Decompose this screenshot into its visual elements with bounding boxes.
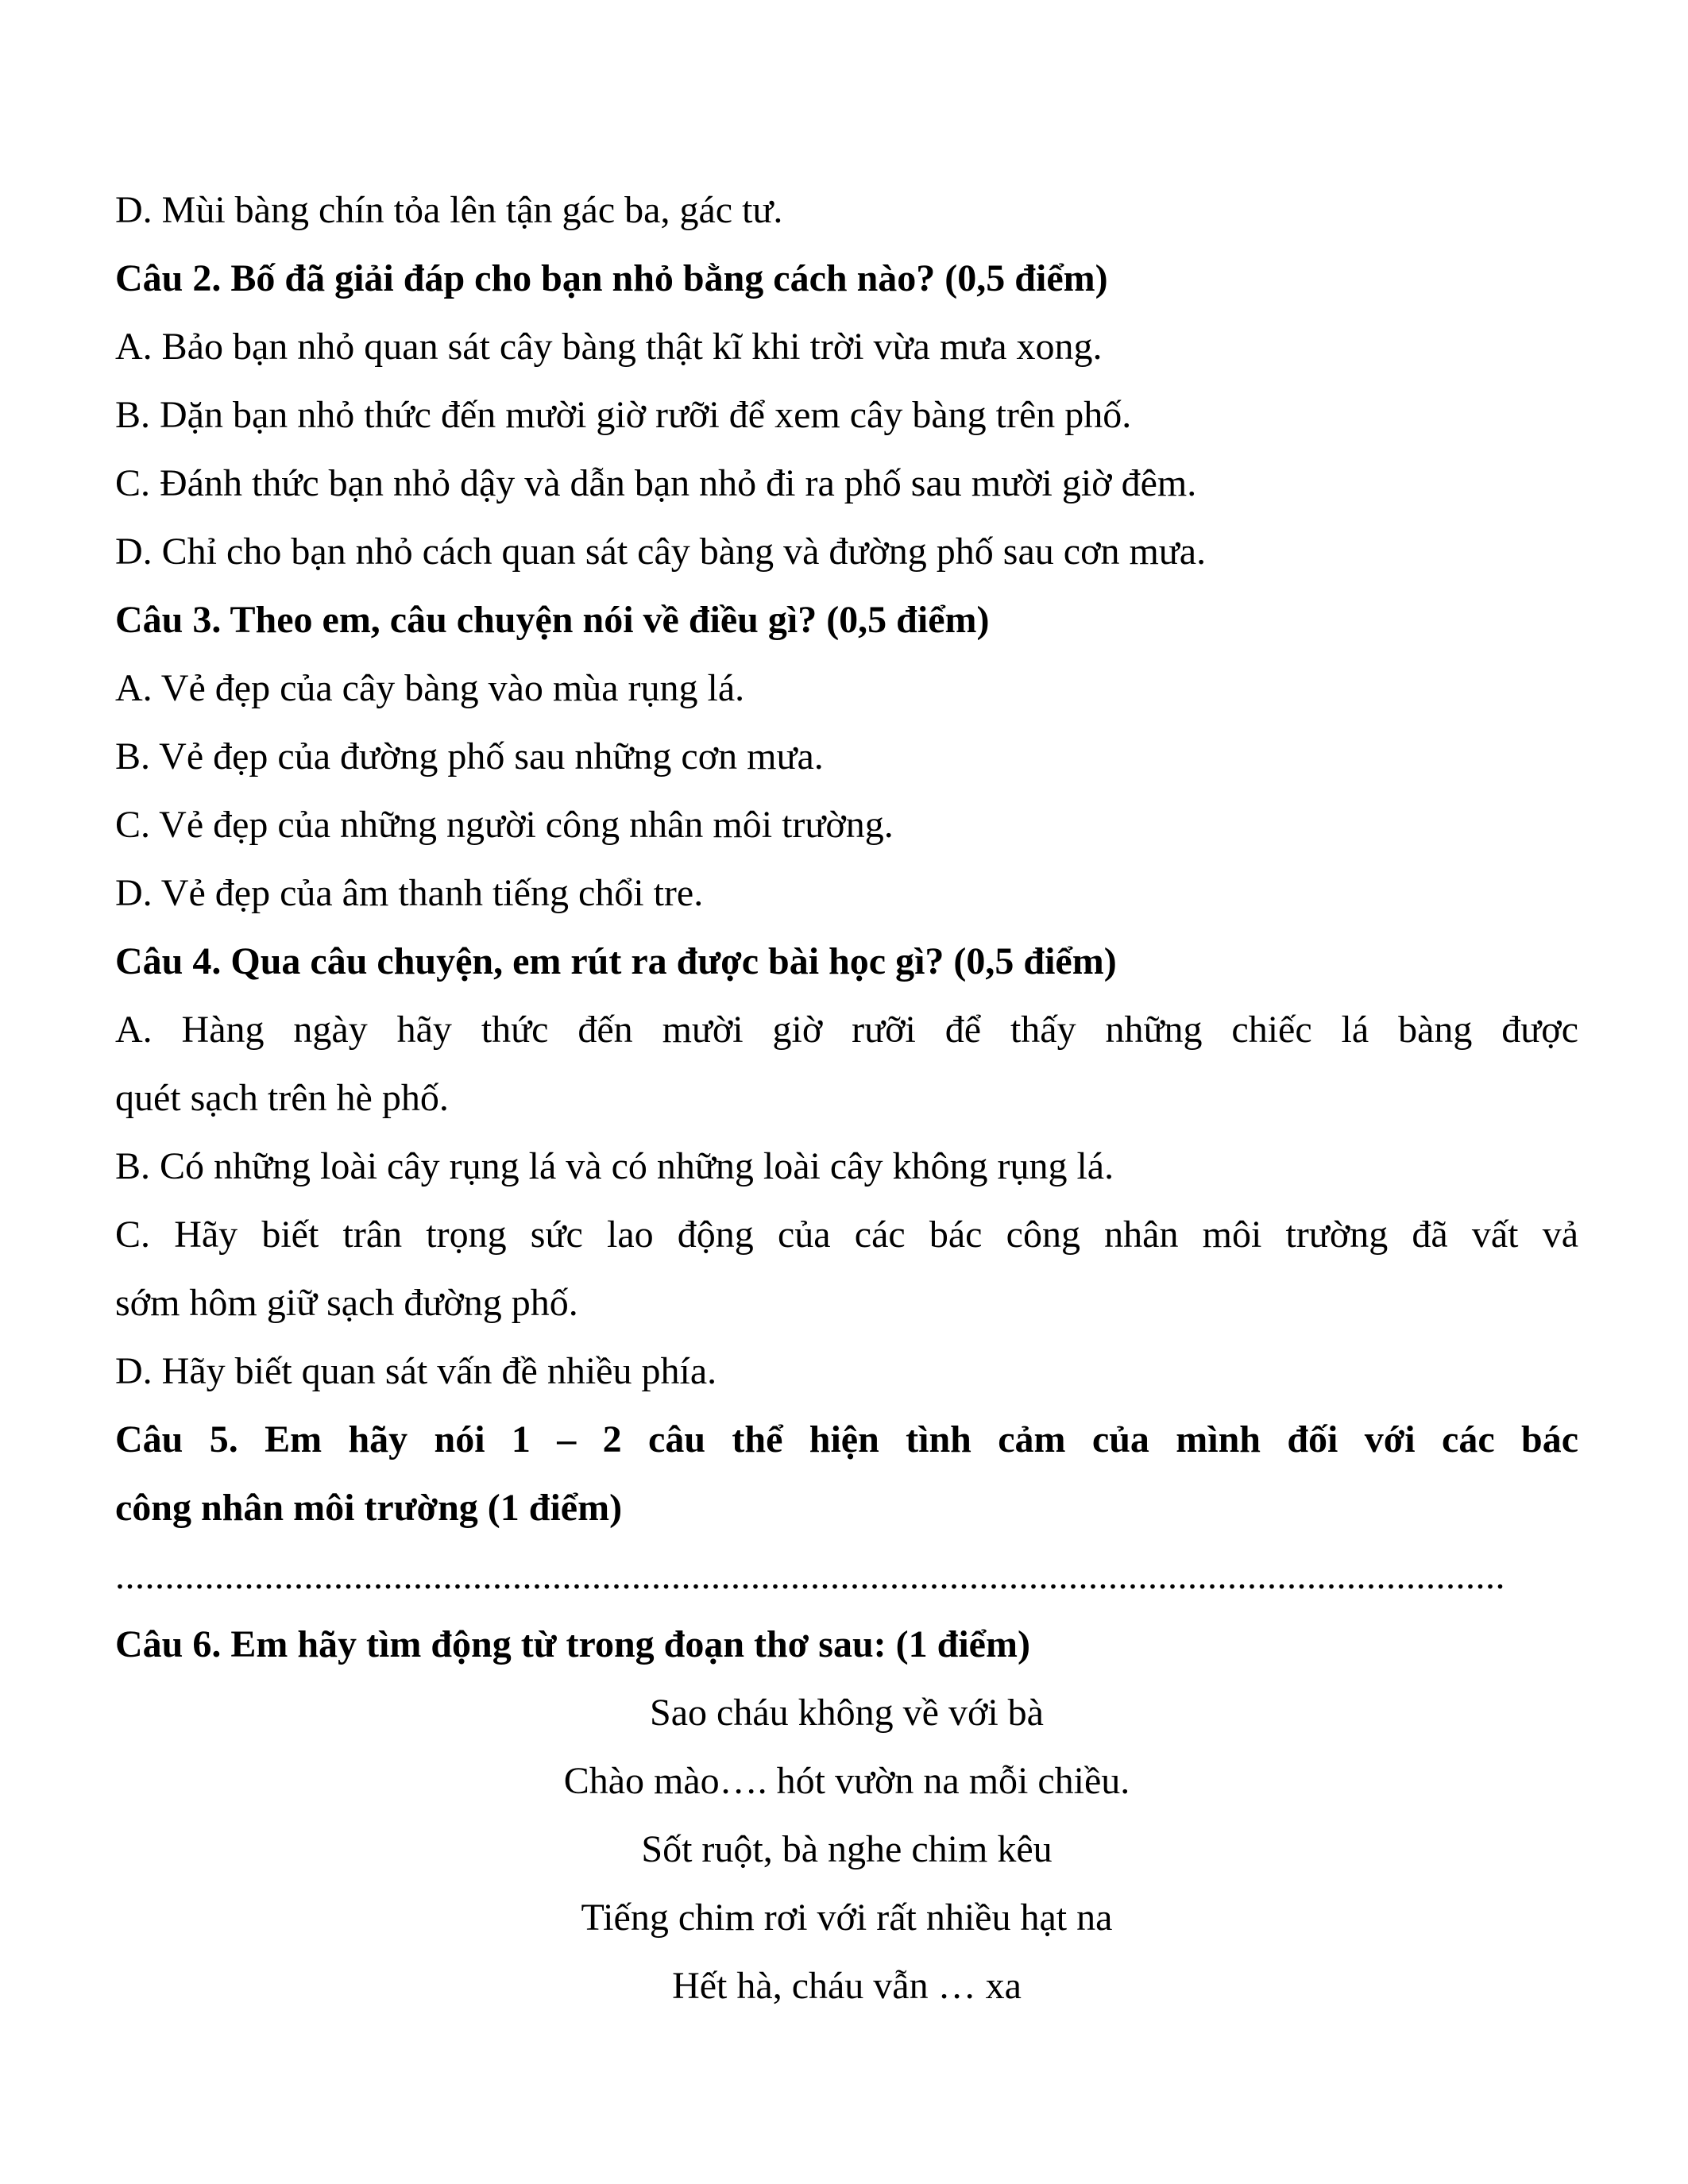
question5-heading-line2: công nhân môi trường (1 điểm): [115, 1487, 623, 1529]
poem-line-5: Hết hà, cháu vẫn … xa: [672, 1965, 1022, 2007]
question4-option-b: B. Có những loài cây rụng lá và có những loài cây không rụng lá.: [115, 1145, 1114, 1187]
poem-line-2: Chào mào…. hót vườn na mỗi chiều.: [563, 1760, 1130, 1802]
question4-heading: Câu 4. Qua câu chuyện, em rút ra được bài học gì? (0,5 điểm): [115, 940, 1117, 982]
answer-dotted-line: ............................................................................................................................................: [115, 1555, 1505, 1597]
poem-line-4: Tiếng chim rơi với rất nhiều hạt na: [581, 1897, 1113, 1939]
question4-option-c-line2: sớm hôm giữ sạch đường phố.: [115, 1282, 578, 1324]
question4-option-d: D. Hãy biết quan sát vấn đề nhiều phía.: [115, 1350, 717, 1392]
question2-option-c: C. Đánh thức bạn nhỏ dậy và dẫn bạn nhỏ đi ra phố sau mười giờ đêm.: [115, 462, 1197, 504]
question2-option-d: D. Chỉ cho bạn nhỏ cách quan sát cây bàng và đường phố sau cơn mưa.: [115, 531, 1207, 573]
question3-option-d: D. Vẻ đẹp của âm thanh tiếng chổi tre.: [115, 872, 704, 914]
question2-heading: Câu 2. Bố đã giải đáp cho bạn nhỏ bằng cách nào? (0,5 điểm): [115, 257, 1108, 299]
question3-option-a: A. Vẻ đẹp của cây bàng vào mùa rụng lá.: [115, 667, 745, 709]
question3-option-c: C. Vẻ đẹp của những người công nhân môi trường.: [115, 804, 894, 846]
poem-line-3: Sốt ruột, bà nghe chim kêu: [641, 1828, 1053, 1870]
question3-heading: Câu 3. Theo em, câu chuyện nói về điều gì? (0,5 điểm): [115, 599, 990, 641]
question2-option-b: B. Dặn bạn nhỏ thức đến mười giờ rưỡi để xem cây bàng trên phố.: [115, 394, 1132, 436]
question4-option-a-line2: quét sạch trên hè phố.: [115, 1077, 449, 1119]
question6-heading: Câu 6. Em hãy tìm động từ trong đoạn thơ sau: (1 điểm): [115, 1623, 1030, 1665]
document-text-column: [115, 176, 1578, 2020]
question1-option-d: D. Mùi bàng chín tỏa lên tận gác ba, gác tư.: [115, 189, 783, 231]
question3-option-b: B. Vẻ đẹp của đường phố sau những cơn mưa.: [115, 735, 824, 778]
question4-option-c-line1: C. Hãy biết trân trọng sức lao động của các bác công nhân môi trường đã vất vả: [115, 1214, 1578, 1256]
question2-option-a: A. Bảo bạn nhỏ quan sát cây bàng thật kĩ khi trời vừa mưa xong.: [115, 326, 1103, 368]
question4-option-a-line1: A. Hàng ngày hãy thức đến mười giờ rưỡi để thấy những chiếc lá bàng được: [115, 1009, 1578, 1051]
poem-line-1: Sao cháu không về với bà: [650, 1692, 1044, 1734]
question5-heading-line1: Câu 5. Em hãy nói 1 – 2 câu thể hiện tình cảm của mình đối với các bác: [115, 1418, 1578, 1461]
